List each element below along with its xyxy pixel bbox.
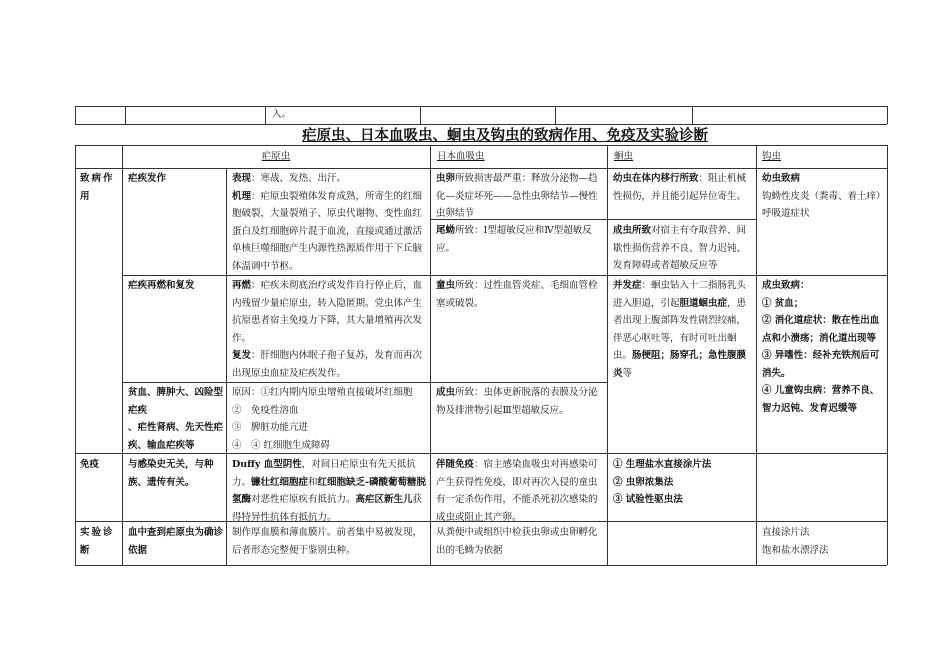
- label-larva-migration: 幼虫在体内移行所致: [613, 173, 699, 184]
- header-schistosoma: 日本血吸虫: [437, 151, 485, 162]
- list-item: ④ 儿童钩虫病：营养不良、智力迟钝、发育迟缓等: [762, 385, 880, 414]
- plasmodium-diagnosis-cell: 制作厚血膜和薄血膜片。前者集中易被发现，后者形态完整便于鉴别虫种。: [232, 527, 423, 556]
- hookworm-larva-cell: 幼虫致病 钩蚴性皮炎（粪毒、着土痒） 呼吸道症状: [762, 173, 886, 219]
- subrow-anemia-splenomegaly: 贫血、脾肿大、凶险型疟疾 、疟性肾病、先天性疟疾、输血疟疾等: [128, 387, 224, 451]
- label-mechanism: 机理: [232, 190, 252, 202]
- label-adult: 成虫所致: [613, 225, 652, 236]
- table-border: [75, 565, 887, 566]
- top-row-border: [125, 106, 126, 124]
- immunity-plasmodium-note: 与感染史无关，与种族、遗传有关。: [128, 459, 214, 488]
- table-border: [75, 145, 76, 565]
- header-hookworm: 钩虫: [762, 151, 782, 162]
- label-adult-worm: 成虫: [436, 387, 456, 398]
- top-row-border: [75, 106, 76, 124]
- table-border: [430, 145, 431, 565]
- top-row-border: [555, 106, 556, 124]
- subrow-recrudescence-relapse: 疟疾再燃和复发: [128, 280, 195, 291]
- diagnosis-plasmodium-note: 血中查到疟原虫为确诊依据: [128, 527, 224, 556]
- top-row-border: [692, 106, 693, 124]
- label-schistosomula: 童虫: [436, 280, 456, 291]
- section-pathogenesis: 致病作用: [80, 173, 115, 202]
- ascaris-larva-cell: 幼虫在体内移行所致：阻止机械性损伤，并且能引起异位寄生。: [613, 173, 747, 202]
- header-ascaris: 蛔虫: [614, 151, 634, 162]
- schistosoma-adult-cell: 成虫所致：虫体更新脱落的表膜及分泌物及排泄物引起Ⅲ型超敏反应。: [436, 387, 598, 416]
- table-border: [756, 145, 757, 565]
- list-item: ③ 试验性驱虫法: [613, 494, 683, 505]
- hookworm-adult-cell: [762, 277, 886, 417]
- label-recrudescence: 再燃: [232, 280, 252, 291]
- list-item: ② 消化道症状：散在性出血点和小溃疡；消化道出现等: [762, 315, 880, 344]
- table-border: [75, 168, 887, 169]
- schistosoma-egg-cell: 虫卵所致损害最严重：释放分泌物—趋化—炎症坏死——急性虫卵结节—慢性虫卵结节: [436, 173, 598, 219]
- ascaris-diagnosis-methods: [613, 456, 753, 509]
- schistosoma-diagnosis-cell: 从粪便中或组织中检获虫卵或虫卵孵化出的毛蚴为依据: [436, 527, 598, 556]
- top-row-border: [420, 106, 421, 124]
- top-row-cell-text: 入。: [272, 109, 292, 120]
- plasmodium-relapse-cell: 再燃：疟疾未彻底治疗或发作自行停止后，血内残留少量疟原虫，转入隐匿期。党虫体产生抗原患者宿主免疫力下降，其大量增殖再次发作。 复发：肝细胞内休眠子孢子复苏，发育而再次出现原虫血症及疟疾发作。: [232, 280, 423, 379]
- top-row-border: [265, 106, 266, 124]
- header-plasmodium: 疟原虫: [261, 151, 291, 162]
- list-item: ① 贫血；: [762, 297, 804, 309]
- label-manifestation: 表现: [232, 173, 252, 184]
- plasmodium-immunity-cell: Duffy 血型阴性，对间日疟原虫有先天抵抗力。镰壮红细胞症和红细胞缺乏-磷酸葡萄糖脱氢酶对恶性疟原疾有抵抗力。高疟区新生儿获得特异性抗体有抵抗力。: [232, 459, 426, 523]
- label-complication: 并发症: [613, 280, 642, 291]
- table-title: 疟原虫、日本血吸虫、蛔虫及钩虫的致病作用、免疫及实验诊断: [302, 127, 708, 144]
- table-border: [122, 145, 123, 565]
- table-border: [122, 382, 607, 383]
- label-larva-disease: 幼虫致病: [762, 173, 801, 184]
- label-adult-disease: 成虫致病：: [762, 280, 810, 291]
- ascaris-adult-cell: 成虫所致对宿主有夺取营养、间歇性损伤营养不良、智力迟钝、发育障碍或者超敏反应等: [613, 225, 747, 271]
- subrow-malaria-attack: 疟疾发作: [128, 173, 167, 184]
- schistosoma-cercaria-cell: 尾蚴所致：Ⅰ型超敏反应和Ⅳ型超敏反应。: [436, 225, 592, 254]
- label-egg: 虫卵: [436, 173, 456, 184]
- top-row-border: [887, 106, 888, 124]
- schistosoma-immunity-cell: 伴随免疫：宿主感染血吸虫对再感染可产生获得性免疫，即对再次入侵的童虫有一定杀伤作用，不能杀死初次感染的成虫或阻止其产卵。: [436, 459, 598, 523]
- schistosoma-schistosomula-cell: 童虫所致：过性血管炎症、毛细血管栓塞或破裂。: [436, 280, 598, 309]
- label-relapse: 复发: [232, 350, 252, 361]
- list-item: ③ 异嗜性：经补充铁剂后可消失。: [762, 350, 880, 379]
- table-border: [607, 145, 608, 565]
- label-duffy: Duffy 血型阴性: [232, 459, 302, 470]
- label-cercaria: 尾蚴: [436, 225, 456, 236]
- list-item: ① 生理盐水直接涂片法: [613, 459, 712, 470]
- table-border: [122, 275, 887, 276]
- table-border: [887, 145, 888, 565]
- list-item: ② 虫卵浓集法: [613, 476, 674, 488]
- top-row-bottom-border: [75, 124, 887, 125]
- plasmodium-attack-cell: 表现：寒战、发热、出汗。 机理：疟原虫裂殖体发育成熟，所寄生的红细胞破裂，大量裂殖子、原虫代谢物、变性血红蛋白及红细胞碎片混于血流，直接或通过激活单核巨噬细胞产生内源性热源质作用于下丘脑体温调中节枢。: [232, 173, 423, 272]
- table-border: [226, 168, 227, 565]
- hookworm-diagnosis-cell: 直接涂片法 饱和盐水漂浮法: [762, 527, 829, 556]
- plasmodium-anemia-cell: 原因：①红内期内原虫增殖直接破坏红细胞 ② 免疫性溶血 ③ 脾脏功能亢进 ④ ④ 红细胞生成障碍: [232, 387, 413, 451]
- ascaris-complication-cell: 并发症：蛔虫钻入十二指肠乳头进入胆道，引起胆道蛔虫症，患者出现上腹部阵发性剧烈绞痛，伴恶心呕吐等，有时可吐出蛔虫。肠梗阻；肠穿孔；急性腹膜炎等: [613, 280, 747, 379]
- section-diagnosis: 实验诊断: [80, 527, 115, 556]
- top-row-top-border: [75, 106, 887, 107]
- section-immunity: 免疫: [80, 459, 100, 470]
- label-concomitant-immunity: 伴随免疫: [436, 459, 475, 470]
